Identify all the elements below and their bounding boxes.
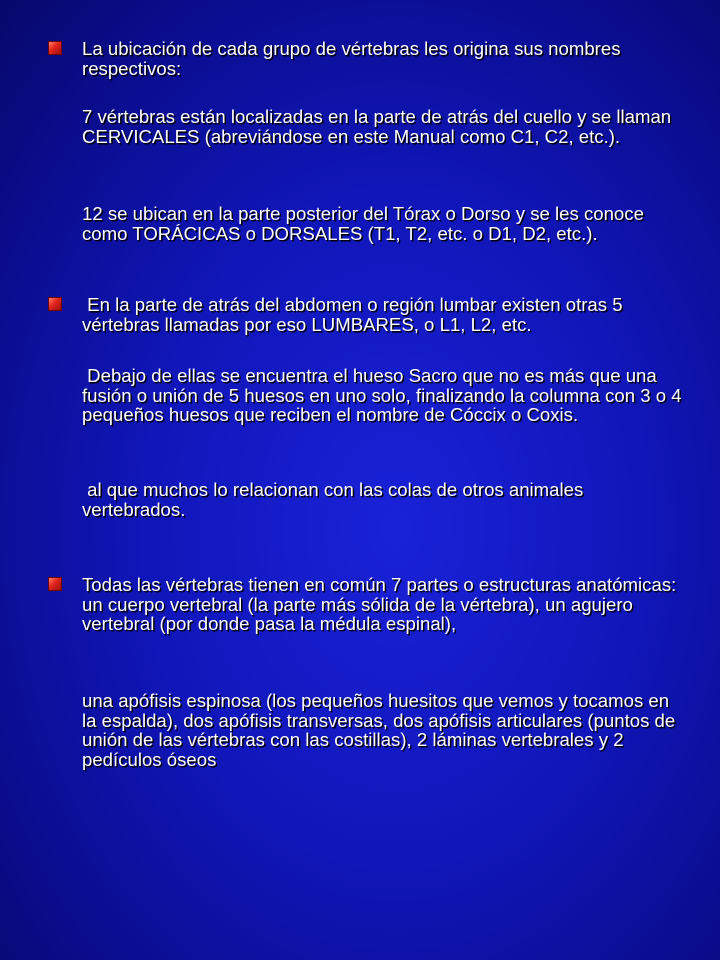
bullet-square-icon xyxy=(48,577,62,591)
paragraph-lumbares: En la parte de atrás del abdomen o región lumbar existen otras 5 vértebras llamadas por eso LUMBARES, o L1, L2, etc. xyxy=(82,294,628,335)
bullet-square-icon xyxy=(48,297,62,311)
paragraph-cervicales: 7 vértebras están localizadas en la parte de atrás del cuello y se llaman CERVICALES (abreviándose en este Manual como C1, C2, etc.). xyxy=(82,106,677,147)
paragraph-apofisis: una apófisis espinosa (los pequeños huesitos que vemos y tocamos en la espalda), dos apófisis transversas, dos apófisis articulares (puntos de unión de las vértebras con las costillas), 2 láminas vertebrales y 2 pedículos óseos xyxy=(82,690,681,770)
paragraph-vertebrae-groups: La ubicación de cada grupo de vértebras les origina sus nombres respectivos: xyxy=(82,38,626,79)
paragraph-sacro-coxis: Debajo de ellas se encuentra el hueso Sacro que no es más que una fusión o unión de 5 huesos en uno solo, finalizando la columna con 3 o 4 pequeños huesos que reciben el nombre de Cóccix o Coxis. xyxy=(82,365,687,426)
paragraph-colas: al que muchos lo relacionan con las colas de otros animales vertebrados. xyxy=(82,479,589,520)
paragraph-toracicas: 12 se ubican en la parte posterior del Tórax o Dorso y se les conoce como TORÁCICAS o DORSALES (T1, T2, etc. o D1, D2, etc.). xyxy=(82,203,650,244)
bullet-square-icon xyxy=(48,41,62,55)
paragraph-partes-vertebras: Todas las vértebras tienen en común 7 partes o estructuras anatómicas: un cuerpo vertebral (la parte más sólida de la vértebra), un agujero vertebral (por donde pasa la médula espinal), xyxy=(82,574,682,635)
